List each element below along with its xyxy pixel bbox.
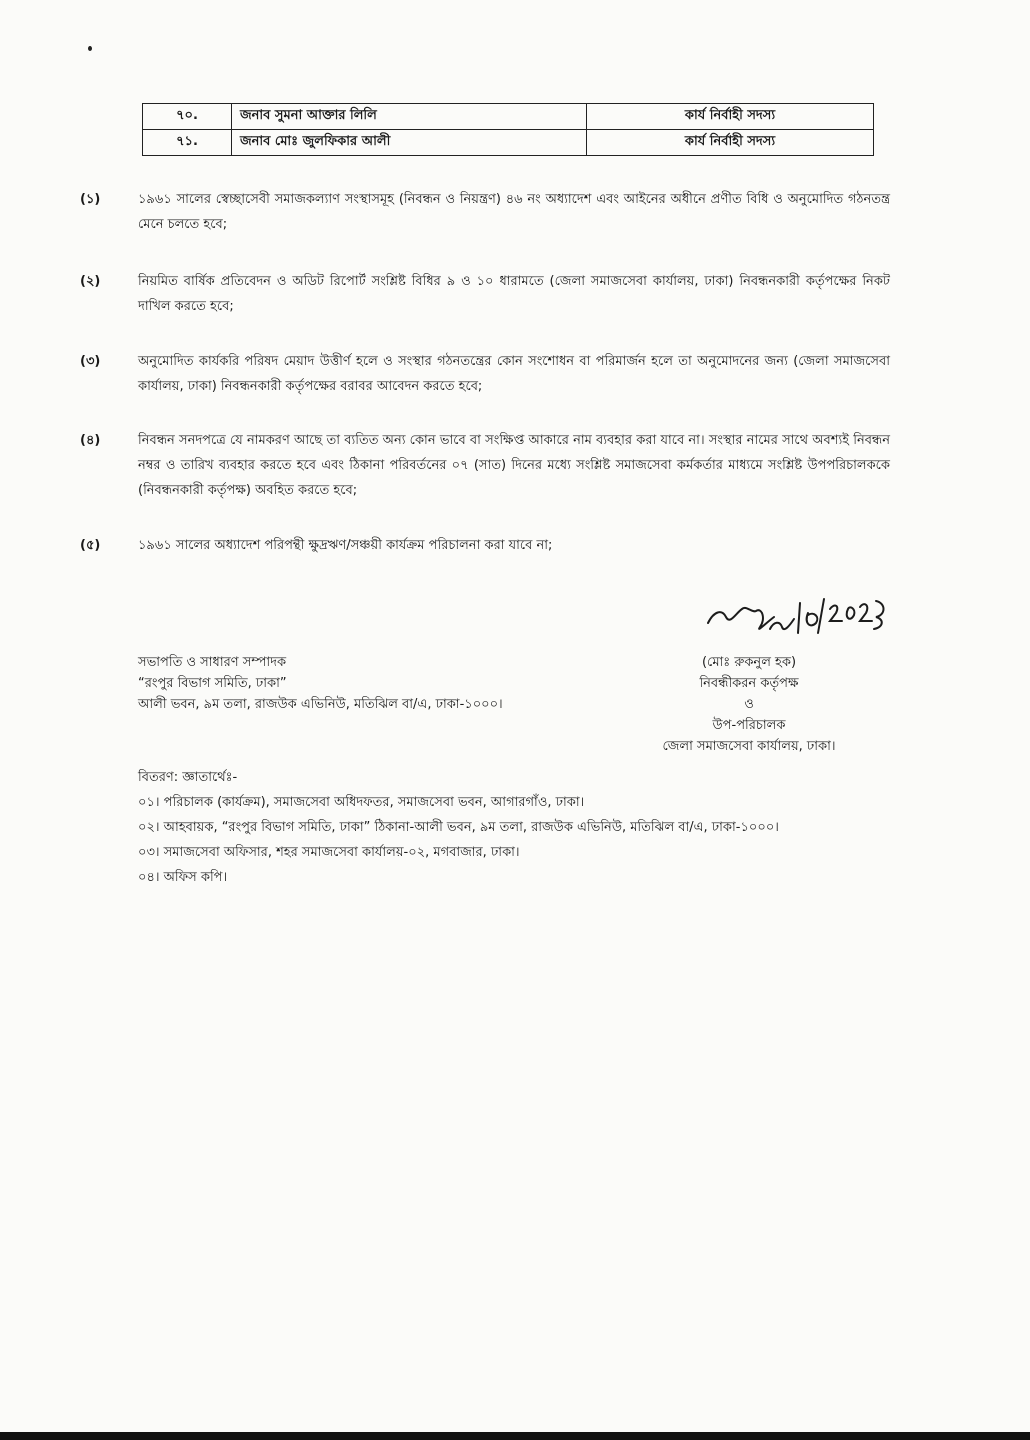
clause-number: (৩) <box>80 354 101 369</box>
signatory-title-2: উপ-পরিচালক <box>712 718 786 733</box>
clause-number: (২) <box>80 274 101 289</box>
signatory-name: (মোঃ রুকনুল হক) <box>701 655 797 670</box>
clause-text: অনুমোদিত কার্যকরি পরিষদ মেয়াদ উত্তীর্ণ হলে ও সংস্থার গঠনতন্ত্রের কোন সংশোধন বা পরিমার্জন হলে তা অনুমোদনের জন্য (জেলা সমাজসেবা কার্যালয়, ঢাকা) নিবন্ধনকারী কর্তৃপক্ষের বরাবর আবেদন করতে হবে; <box>138 354 890 394</box>
member-name: জনাব সুমনা আক্তার লিলি <box>232 104 587 130</box>
clause-text: নিয়মিত বার্ষিক প্রতিবেদন ও অডিট রিপোর্ট সংশ্লিষ্ট বিধির ৯ ও ১০ ধারামতে (জেলা সমাজসেবা কার্যালয়, ঢাকা) নিবন্ধনকারী কর্তৃপক্ষের নিকট দাখিল করতে হবে; <box>138 274 890 314</box>
members-table <box>142 103 874 156</box>
conjunction: ও <box>744 697 754 712</box>
member-serial: ৭১. <box>143 130 232 156</box>
organization-name: “রংপুর বিভাগ সমিতি, ঢাকা” <box>138 676 287 691</box>
clause-number: (৫) <box>80 538 101 553</box>
member-role: কার্য নির্বাহী সদস্য <box>587 104 874 130</box>
table-row <box>143 104 874 130</box>
list-item: ০৩। সমাজসেবা অফিসার, শহর সমাজসেবা কার্যালয়-০২, মগবাজার, ঢাকা। <box>138 845 520 860</box>
clause-text: ১৯৬১ সালের অধ্যাদেশ পরিপন্থী ক্ষুদ্রঋণ/সঞ্চয়ী কার্যক্রম পরিচালনা করা যাবে না; <box>138 538 553 553</box>
member-name: জনাব মোঃ জুলফিকার আলী <box>232 130 587 156</box>
scan-edge <box>0 1432 1030 1440</box>
clause-text: নিবন্ধন সনদপত্রে যে নামকরণ আছে তা ব্যতিত অন্য কোন ভাবে বা সংক্ষিপ্ত আকারে নাম ব্যবহার করা যাবে না। সংস্থার নামের সাথে অবশ্যই নিবন্ধন নম্বর ও তারিখ ব্যবহার করতে হবে এবং ঠিকানা পরিবর্তনের ০৭ (সাত) দিনের মধ্যে সংশ্লিষ্ট সমাজসেবা কর্মকর্তার মাধ্যমে সংশ্লিষ্ট উপপরিচালককে (নিবন্ধনকারী কর্তৃপক্ষ) অবহিত করতে হবে; <box>138 433 890 498</box>
clause-text: ১৯৬১ সালের স্বেচ্ছাসেবী সমাজকল্যাণ সংস্থাসমূহ (নিবন্ধন ও নিয়ন্ত্রণ) ৪৬ নং অধ্যাদেশ এবং আইনের অধীনে প্রণীত বিধি ও অনুমোদিত গঠনতন্ত্র মেনে চলতে হবে; <box>138 192 890 232</box>
member-serial: ৭০. <box>143 104 232 130</box>
clause-number: (৪) <box>80 433 101 448</box>
list-item: ০৪। অফিস কপি। <box>138 870 228 885</box>
handwritten-signature <box>700 583 890 643</box>
clause-1 <box>80 187 890 237</box>
ink-dot <box>88 46 92 51</box>
clause-5 <box>80 533 890 558</box>
signatory-title-1: নিবন্ধীকরন কর্তৃপক্ষ <box>699 676 799 691</box>
clause-4 <box>80 428 890 503</box>
clause-number: (১) <box>80 192 101 207</box>
clause-2 <box>80 269 890 319</box>
member-role: কার্য নির্বাহী সদস্য <box>587 130 874 156</box>
clause-3 <box>80 349 890 399</box>
left-signatory-block <box>138 652 503 715</box>
list-item: ০২। আহবায়ক, “রংপুর বিভাগ সমিতি, ঢাকা” ঠিকানা-আলী ভবন, ৯ম তলা, রাজউক এভিনিউ, মতিঝিল বা/এ, ঢাকা-১০০০। <box>138 820 779 835</box>
signatory-office: জেলা সমাজসেবা কার্যালয়, ঢাকা। <box>662 739 836 754</box>
right-signatory-block <box>630 652 868 757</box>
distribution-heading: বিতরণ: জ্ঞাতার্থেঃ- <box>138 770 238 785</box>
distribution-list <box>138 765 779 890</box>
signatory-designation: সভাপতি ও সাধারণ সম্পাদক <box>138 655 287 670</box>
list-item: ০১। পরিচালক (কার্যক্রম), সমাজসেবা অধিদফতর, সমাজসেবা ভবন, আগারগাঁও, ঢাকা। <box>138 795 585 810</box>
organization-address: আলী ভবন, ৯ম তলা, রাজউক এভিনিউ, মতিঝিল বা/এ, ঢাকা-১০০০। <box>138 697 503 712</box>
table-row <box>143 130 874 156</box>
